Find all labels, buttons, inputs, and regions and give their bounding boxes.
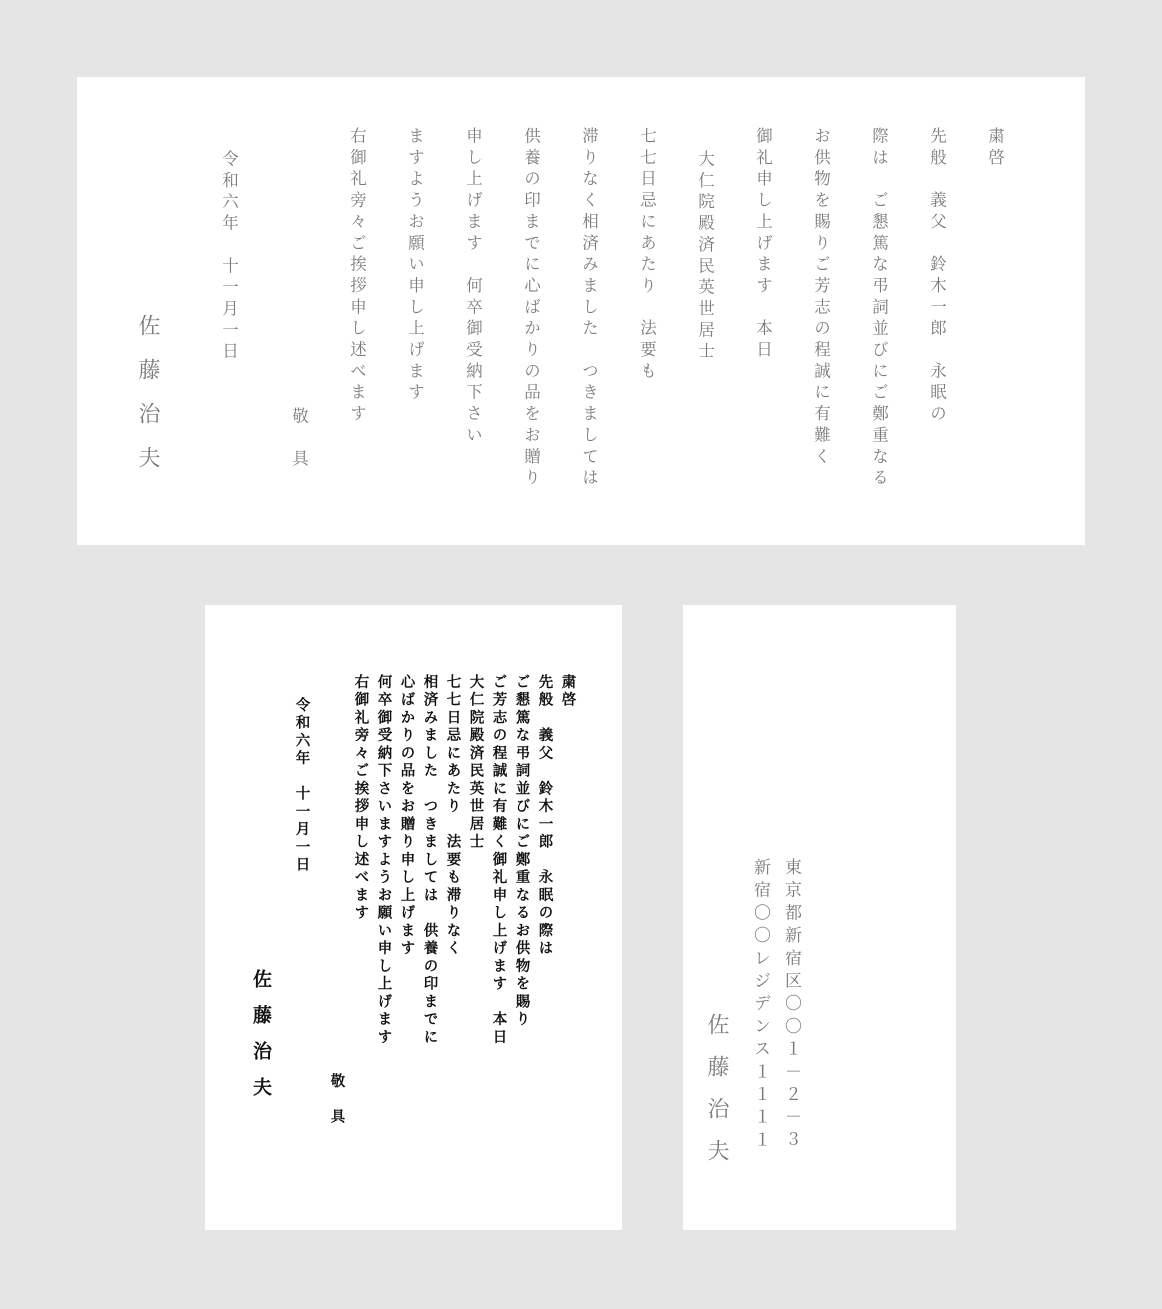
date: 令和六年 十一月一日 xyxy=(293,697,311,875)
letter-landscape-card xyxy=(77,77,1085,545)
signature: 佐藤治夫 xyxy=(250,969,272,1113)
letter-line: 際は ご懇篤な弔詞並びにご鄭重なる xyxy=(869,127,889,490)
letter-line: 滞りなく相済みました つきましては xyxy=(579,127,599,490)
letter-line: 七七日忌にあたり 法要も滞りなく xyxy=(444,674,462,958)
sender-address-line-2: 新宿〇〇レジデンス１１１１ xyxy=(750,858,770,1154)
letter-line: ご懇篤な弔詞並びにご鄭重なるお供物を賜り xyxy=(513,674,531,1029)
letter-line: 七七日忌にあたり 法要も xyxy=(637,127,657,384)
letter-line: 粛啓 xyxy=(559,674,577,710)
sender-address-line-1: 東京都新宿区〇〇１－２－３ xyxy=(781,858,801,1154)
letter-line: 先般 義父 鈴木一郎 永眠の xyxy=(927,127,947,426)
letter-line: 供養の印までに心ばかりの品をお贈り xyxy=(521,127,541,490)
letter-line: 粛啓 xyxy=(985,127,1005,170)
letter-line: ご芳志の程誠に有難く御礼申し上げます 本日 xyxy=(490,674,508,1047)
letter-line: 相済みました つきましては 供養の印までに xyxy=(421,674,439,1047)
date: 令和六年 十一月一日 xyxy=(219,150,239,364)
letter-line: 何卒御受納下さいますようお願い申し上げます xyxy=(375,674,393,1047)
letter-line: 大仁院殿済民英世居士 xyxy=(695,150,715,364)
letter-portrait-card xyxy=(205,605,622,1230)
letter-line: 申し上げます 何卒御受納下さい xyxy=(463,127,483,448)
closing: 敬 具 xyxy=(328,1073,346,1127)
letter-line: ますようお願い申し上げます xyxy=(405,127,425,405)
letter-line: 先般 義父 鈴木一郎 永眠の際は xyxy=(536,674,554,958)
letter-line: 大仁院殿済民英世居士 xyxy=(467,674,485,852)
sender-name: 佐藤治夫 xyxy=(704,1013,729,1181)
letter-line: お供物を賜りご芳志の程誠に有難く xyxy=(811,127,831,469)
letter-line: 御礼申し上げます 本日 xyxy=(753,127,773,362)
closing: 敬 具 xyxy=(289,407,309,472)
letter-line: 右御礼旁々ご挨拶申し述べます xyxy=(347,127,367,426)
envelope-back-card xyxy=(683,605,956,1230)
letter-line: 心ばかりの品をお贈り申し上げます xyxy=(398,674,416,958)
letter-line: 右御礼旁々ご挨拶申し述べます xyxy=(352,674,370,923)
signature: 佐藤治夫 xyxy=(135,314,160,490)
